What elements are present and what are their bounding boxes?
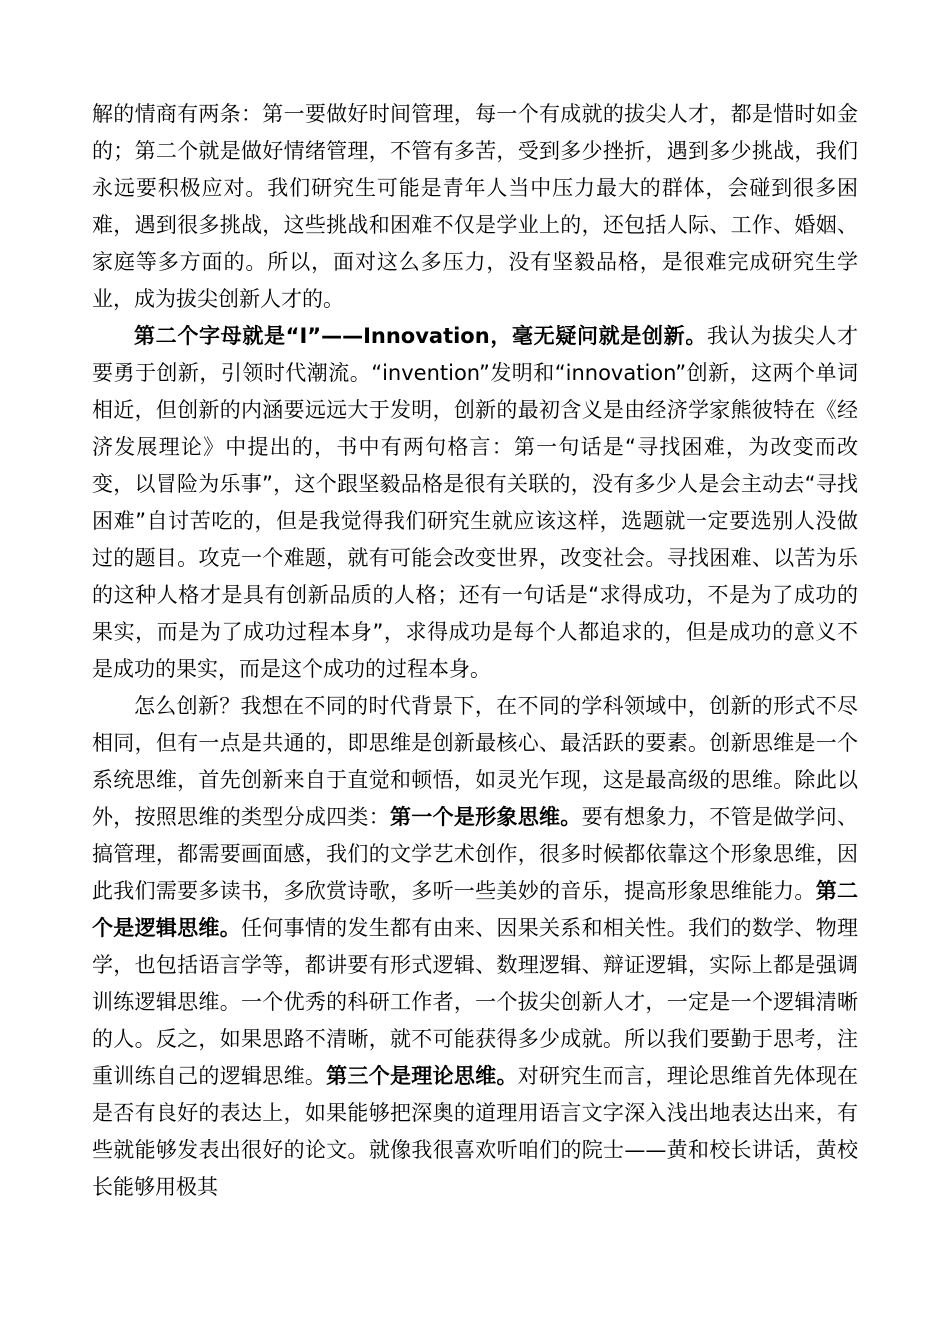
paragraph-3 [92, 688, 858, 1206]
document-page [92, 96, 858, 1206]
paragraph-3-bold-image-thinking: 第一个是形象思维。 [390, 805, 582, 829]
paragraph-3-text-image-thinking: 要有想象力，不管是做学问、搞管理，都需要画面感，我们的文学艺术创作，很多时候都依靠这个形象思维，因此我们需要多读书，多欣赏诗歌，多听一些美妙的音乐，提高形象思维能力。 [92, 805, 859, 903]
paragraph-3-bold-logic-thinking: 第二个是逻辑思维。 [92, 879, 859, 940]
paragraph-3-text-logic-thinking: 任何事情的发生都有由来、因果关系和相关性。我们的数学、物理学，也包括语言学等，都讲要有形式逻辑、数理逻辑、辩证逻辑，实际上都是强调训练逻辑思维。一个优秀的科研工作者，一个拔尖创新人才，一定是一个逻辑清晰的人。反之，如果思路不清晰，就不可能获得多少成就。所以我们要勤于思考，注重训练自己的逻辑思维。 [92, 916, 858, 1088]
paragraph-1-text: 解的情商有两条：第一要做好时间管理，每一个有成就的拔尖人才，都是惜时如金的；第二个就是做好情绪管理，不管有多苦，受到多少挫折，遇到多少挑战，我们永远要积极应对。我们研究生可能是青年人当中压力最大的群体，会碰到很多困难，遇到很多挑战，这些挑战和困难不仅是学业上的，还包括人际、工作、婚姻、家庭等多方面的。所以，面对这么多压力，没有坚毅品格，是很难完成研究生学业，成为拔尖创新人才的。 [92, 102, 858, 311]
paragraph-2-bold-heading: 第二个字母就是“I”——Innovation，毫无疑问就是创新。 [134, 324, 708, 348]
paragraph-2 [92, 318, 858, 688]
paragraph-3-text-theory-thinking: 对研究生而言，理论思维首先体现在是否有良好的表达上，如果能够把深奥的道理用语言文字深入浅出地表达出来，有些就能够发表出很好的论文。就像我很喜欢听咱们的院士——黄和校长讲话，黄校长能够用极其 [92, 1064, 859, 1199]
paragraph-2-text: 我认为拔尖人才要勇于创新，引领时代潮流。“invention”发明和“innovation”创新，这两个单词相近，但创新的内涵要远远大于发明，创新的最初含义是由经济学家熊彼特在《经济发展理论》中提出的，书中有两句格言：第一句话是“寻找困难，为改变而改变，以冒险为乐事”，这个跟坚毅品格是很有关联的，没有多少人是会主动去“寻找困难”自讨苦吃的，但是我觉得我们研究生就应该这样，选题就一定要选别人没做过的题目。攻克一个难题，就有可能会改变世界，改变社会。寻找困难、以苦为乐的这种人格才是具有创新品质的人格；还有一句话是“求得成功，不是为了成功的果实，而是为了成功过程本身”，求得成功是每个人都追求的，但是成功的意义不是成功的果实，而是这个成功的过程本身。 [92, 324, 859, 681]
paragraph-1 [92, 96, 858, 318]
paragraph-3-bold-theory-thinking: 第三个是理论思维。 [326, 1064, 518, 1088]
paragraph-3-text-intro: 怎么创新？我想在不同的时代背景下，在不同的学科领域中，创新的形式不尽相同，但有一点是共通的，即思维是创新最核心、最活跃的要素。创新思维是一个系统思维，首先创新来自于直觉和顿悟，如灵光乍现，这是最高级的思维。除此以外，按照思维的类型分成四类： [92, 694, 858, 829]
